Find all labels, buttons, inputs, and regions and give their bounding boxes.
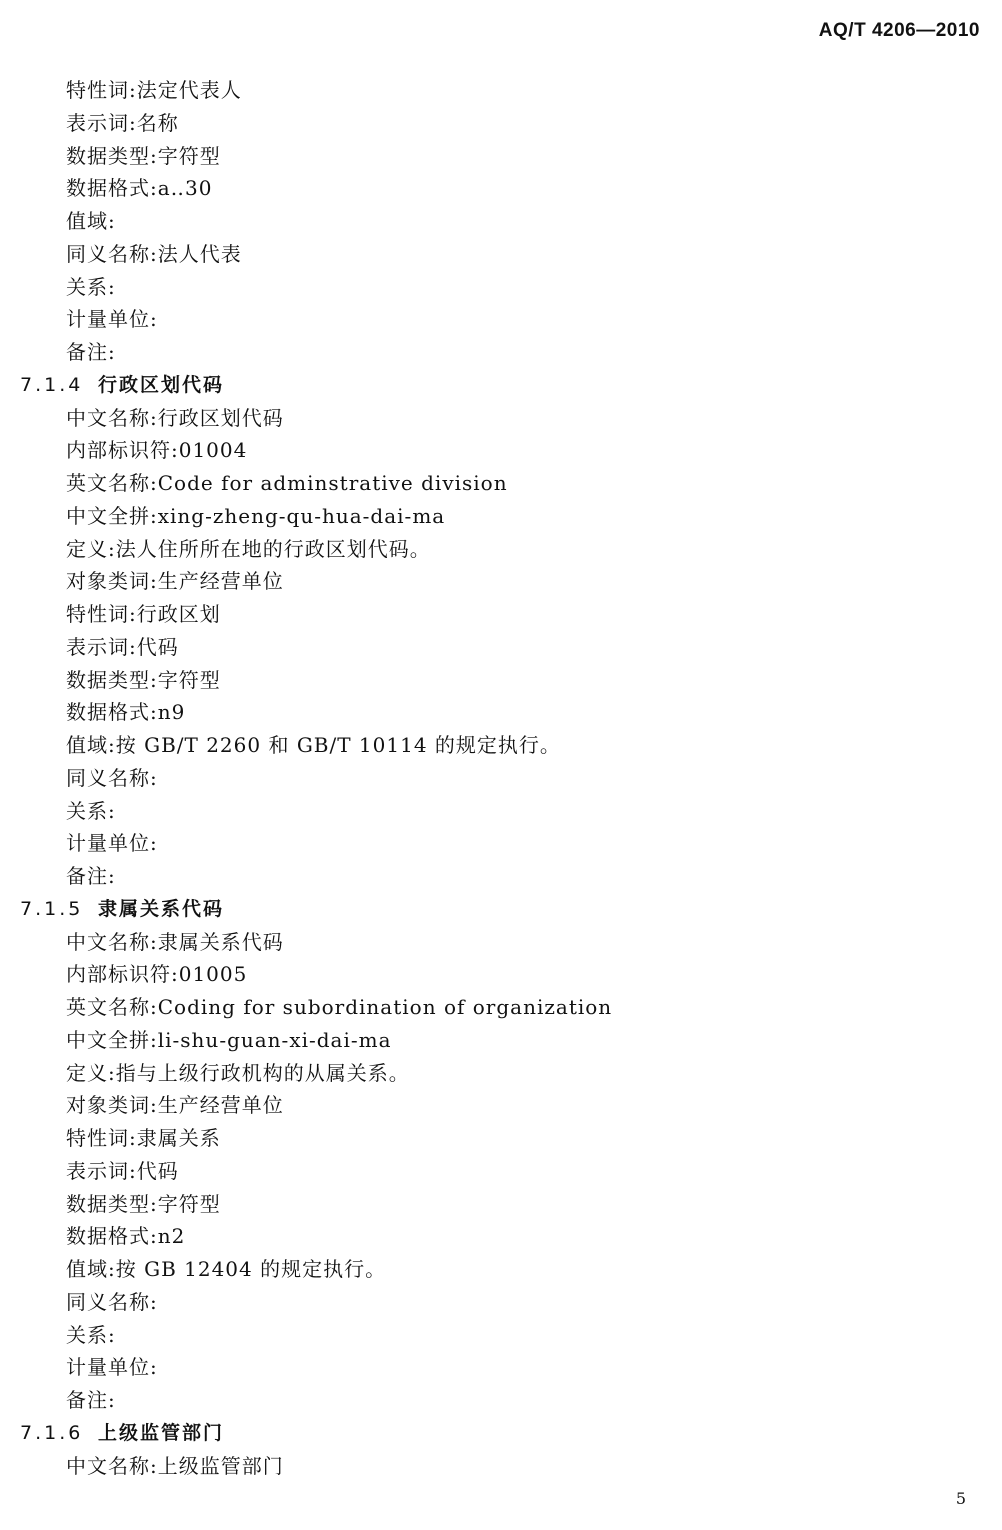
- field-line: 对象类词:生产经营单位: [66, 569, 284, 594]
- field-line: 表示词:代码: [66, 634, 179, 659]
- field-line: 中文名称:行政区划代码: [66, 405, 284, 430]
- field-line: 定义:法人住所所在地的行政区划代码。: [66, 536, 431, 561]
- document-body: [0, 74, 1002, 1482]
- field-line: 关系:: [66, 274, 116, 299]
- field-line: 中文名称:隶属关系代码: [66, 929, 284, 954]
- field-line: 对象类词:生产经营单位: [66, 1093, 284, 1118]
- field-line: 特性词:法定代表人: [66, 78, 242, 102]
- field-line: 值域:按 GB/T 2260 和 GB/T 10114 的规定执行。: [66, 733, 561, 757]
- field-line: 表示词:代码: [66, 1158, 179, 1183]
- field-line: 内部标识符:01004: [66, 438, 248, 463]
- field-line: 英文名称:Code for adminstrative division: [66, 471, 508, 495]
- field-line: 定义:指与上级行政机构的从属关系。: [66, 1060, 410, 1085]
- field-line: 内部标识符:01005: [66, 962, 248, 987]
- field-line: 特性词:隶属关系: [66, 1126, 221, 1150]
- field-line: 关系:: [66, 798, 116, 823]
- section-number: 7.1.4: [20, 373, 84, 396]
- standard-number: AQ/T 4206—2010: [818, 20, 980, 41]
- section-heading: [0, 1417, 1002, 1450]
- field-line: 备注:: [66, 340, 116, 364]
- section-title: 上级监管部门: [98, 1421, 225, 1444]
- field-line: 数据类型:字符型: [66, 1191, 221, 1216]
- field-line: 数据类型:字符型: [66, 143, 221, 168]
- field-line: 英文名称:Coding for subordination of organization: [66, 995, 613, 1019]
- field-line: 备注:: [66, 1388, 116, 1412]
- field-line: 计量单位:: [66, 307, 158, 332]
- field-line: 同义名称:: [66, 765, 158, 790]
- field-line: 数据格式:n9: [66, 700, 186, 725]
- field-line: 中文全拼:xing-zheng-qu-hua-dai-ma: [66, 503, 446, 528]
- page-number: 5: [955, 1489, 966, 1508]
- section-number: 7.1.6: [20, 1421, 84, 1444]
- field-line: 中文全拼:li-shu-guan-xi-dai-ma: [66, 1027, 392, 1052]
- field-line: 同义名称:法人代表: [66, 241, 242, 266]
- field-line: 同义名称:: [66, 1289, 158, 1314]
- field-line: 数据格式:n2: [66, 1224, 186, 1249]
- field-line: 表示词:名称: [66, 110, 179, 135]
- field-line: 特性词:行政区划: [66, 602, 221, 626]
- field-line: 关系:: [66, 1322, 116, 1347]
- field-line: 数据格式:a‥30: [66, 176, 213, 201]
- field-line: 计量单位:: [66, 1355, 158, 1380]
- field-line: 中文名称:上级监管部门: [66, 1453, 284, 1478]
- field-line: 值域:按 GB 12404 的规定执行。: [66, 1257, 387, 1281]
- section-number: 7.1.5: [20, 897, 84, 920]
- section-title: 行政区划代码: [98, 373, 225, 396]
- field-line: 数据类型:字符型: [66, 667, 221, 692]
- field-line: 计量单位:: [66, 831, 158, 856]
- field-line: 备注:: [66, 864, 116, 888]
- section-title: 隶属关系代码: [98, 897, 225, 920]
- field-line: 值域:: [66, 209, 116, 233]
- section-heading: [0, 369, 1002, 402]
- section-heading: [0, 893, 1002, 926]
